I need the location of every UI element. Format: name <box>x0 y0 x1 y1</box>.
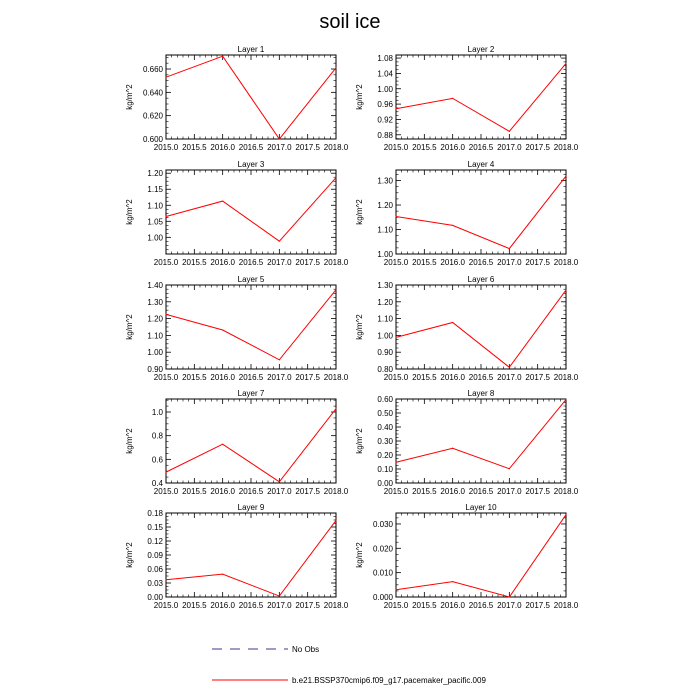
x-tick-label: 2017.0 <box>497 601 522 610</box>
x-tick-label: 2015.5 <box>412 601 437 610</box>
x-tick-label: 2016.0 <box>210 487 235 496</box>
x-tick-label: 2018.0 <box>323 601 349 610</box>
data-point <box>509 131 510 132</box>
data-point <box>509 468 510 469</box>
data-point <box>279 138 280 139</box>
data-point <box>165 77 166 78</box>
figure-title: soil ice <box>319 11 381 33</box>
y-axis-label: kg/m^2 <box>125 199 134 225</box>
panel-title: Layer 8 <box>467 389 495 398</box>
data-point <box>335 289 336 290</box>
y-axis-label: kg/m^2 <box>125 428 134 454</box>
series-line <box>166 520 336 596</box>
plot-frame <box>166 285 336 369</box>
plot-frame <box>396 55 566 139</box>
x-tick-label: 2017.5 <box>525 373 550 382</box>
x-tick-label: 2015.0 <box>383 487 409 496</box>
x-tick-label: 2016.5 <box>238 601 264 610</box>
y-tick-label: 0.20 <box>377 451 393 460</box>
y-tick-label: 0.10 <box>377 465 393 474</box>
series-line <box>396 176 566 248</box>
x-tick-label: 2017.0 <box>497 258 522 267</box>
data-point <box>279 481 280 482</box>
plot-frame <box>396 399 566 483</box>
x-tick-label: 2018.0 <box>323 487 349 496</box>
x-tick-label: 2017.0 <box>267 373 292 382</box>
x-tick-label: 2016.5 <box>238 143 264 152</box>
y-tick-label: 0.4 <box>151 479 163 488</box>
data-point <box>335 520 336 521</box>
panel-layer-1 <box>125 45 349 152</box>
x-tick-label: 2017.5 <box>525 143 550 152</box>
data-point <box>565 63 566 64</box>
data-point <box>452 98 453 99</box>
data-point <box>279 359 280 360</box>
x-tick-label: 2015.0 <box>153 487 179 496</box>
y-tick-label: 0.06 <box>147 565 163 574</box>
data-point <box>395 462 396 463</box>
y-axis-label: kg/m^2 <box>125 314 134 340</box>
x-tick-label: 2017.0 <box>267 601 292 610</box>
x-tick-label: 2016.5 <box>468 373 494 382</box>
series-line <box>396 400 566 469</box>
panel-grid <box>125 45 579 610</box>
panel-layer-3 <box>125 160 349 267</box>
legend <box>212 645 486 685</box>
data-point <box>335 177 336 178</box>
y-axis-label: kg/m^2 <box>125 542 134 568</box>
legend-model-label: b.e21.BSSP370cmip6.f09_g17.pacemaker_pacific.009 <box>292 676 486 685</box>
data-point <box>452 225 453 226</box>
data-point <box>565 176 566 177</box>
data-point <box>222 444 223 445</box>
x-tick-label: 2015.0 <box>153 373 179 382</box>
x-tick-label: 2015.0 <box>153 143 179 152</box>
x-tick-label: 2017.5 <box>525 487 550 496</box>
x-tick-label: 2017.0 <box>267 143 292 152</box>
x-tick-label: 2017.0 <box>497 487 522 496</box>
x-tick-label: 2017.5 <box>295 373 320 382</box>
x-tick-label: 2017.5 <box>525 258 550 267</box>
panel-layer-9 <box>125 503 349 610</box>
y-tick-label: 1.40 <box>147 281 163 290</box>
series-line <box>166 409 336 482</box>
x-tick-label: 2016.0 <box>440 143 465 152</box>
x-tick-label: 2015.5 <box>412 373 437 382</box>
x-tick-label: 2016.5 <box>238 258 264 267</box>
data-point <box>222 56 223 57</box>
panel-title: Layer 1 <box>237 45 265 54</box>
data-point <box>165 314 166 315</box>
y-tick-label: 1.04 <box>377 69 393 79</box>
x-tick-label: 2017.0 <box>497 143 522 152</box>
plot-frame <box>396 170 566 254</box>
y-tick-label: 1.20 <box>377 201 393 211</box>
data-point <box>165 216 166 217</box>
x-tick-label: 2016.5 <box>468 601 494 610</box>
x-tick-label: 2015.0 <box>383 143 409 152</box>
y-tick-label: 1.05 <box>147 217 163 227</box>
x-tick-label: 2015.5 <box>182 373 207 382</box>
x-tick-label: 2017.0 <box>267 487 292 496</box>
series-line <box>396 515 566 597</box>
plot-frame <box>396 285 566 369</box>
panel-title: Layer 10 <box>465 503 497 512</box>
x-tick-label: 2015.5 <box>182 258 207 267</box>
x-tick-label: 2015.0 <box>153 258 179 267</box>
y-axis-label: kg/m^2 <box>355 314 364 340</box>
x-tick-label: 2017.0 <box>267 258 292 267</box>
x-tick-label: 2018.0 <box>323 258 349 267</box>
panel-layer-5 <box>125 275 349 382</box>
data-point <box>335 408 336 409</box>
x-tick-label: 2018.0 <box>323 373 349 382</box>
data-point <box>452 322 453 323</box>
panel-title: Layer 7 <box>237 389 265 398</box>
x-tick-label: 2016.5 <box>468 487 494 496</box>
panel-layer-10 <box>355 503 579 610</box>
y-tick-label: 0.50 <box>377 409 393 418</box>
y-tick-label: 0.030 <box>372 519 393 529</box>
y-tick-label: 0.09 <box>147 551 163 560</box>
y-tick-label: 0.00 <box>377 479 393 488</box>
panel-title: Layer 4 <box>467 160 495 169</box>
series-line <box>166 290 336 360</box>
legend-no-obs-label: No Obs <box>292 645 320 654</box>
data-point <box>565 514 566 515</box>
x-tick-label: 2017.5 <box>295 143 320 152</box>
data-point <box>279 241 280 242</box>
data-point <box>395 108 396 109</box>
y-tick-label: 0.00 <box>147 593 163 602</box>
x-tick-label: 2018.0 <box>553 258 579 267</box>
y-tick-label: 1.10 <box>377 314 393 324</box>
data-point <box>509 248 510 249</box>
y-tick-label: 0.000 <box>372 593 393 602</box>
y-tick-label: 1.20 <box>377 297 393 307</box>
y-axis-label: kg/m^2 <box>355 84 364 110</box>
x-tick-label: 2016.0 <box>210 258 235 267</box>
x-tick-label: 2017.5 <box>295 601 320 610</box>
data-point <box>509 596 510 597</box>
y-tick-label: 1.20 <box>147 169 163 179</box>
y-tick-label: 0.90 <box>377 348 393 358</box>
plot-frame <box>396 513 566 597</box>
data-point <box>165 472 166 473</box>
x-tick-label: 2015.5 <box>182 487 207 496</box>
x-tick-label: 2015.5 <box>412 143 437 152</box>
x-tick-label: 2015.0 <box>383 601 409 610</box>
x-tick-label: 2016.0 <box>440 373 465 382</box>
series-line <box>166 178 336 241</box>
y-tick-label: 0.8 <box>151 431 163 441</box>
y-tick-label: 0.12 <box>147 537 163 546</box>
y-tick-label: 1.30 <box>377 176 393 186</box>
data-point <box>509 367 510 368</box>
x-tick-label: 2016.5 <box>468 143 494 152</box>
data-point <box>565 289 566 290</box>
data-point <box>279 595 280 596</box>
x-tick-label: 2015.5 <box>412 487 437 496</box>
y-tick-label: 1.10 <box>147 331 163 341</box>
y-tick-label: 0.010 <box>372 568 393 578</box>
x-tick-label: 2016.0 <box>210 601 235 610</box>
data-point <box>165 579 166 580</box>
series-line <box>396 290 566 367</box>
x-tick-label: 2017.5 <box>525 601 550 610</box>
x-tick-label: 2016.0 <box>210 143 235 152</box>
y-tick-label: 0.90 <box>147 365 163 374</box>
x-tick-label: 2017.0 <box>497 373 522 382</box>
y-tick-label: 1.30 <box>377 281 393 290</box>
y-tick-label: 1.00 <box>377 331 393 341</box>
x-tick-label: 2018.0 <box>553 143 579 152</box>
panel-title: Layer 5 <box>237 275 265 284</box>
data-point <box>452 581 453 582</box>
y-tick-label: 0.60 <box>377 395 393 404</box>
y-tick-label: 0.96 <box>377 100 393 110</box>
data-point <box>395 589 396 590</box>
data-point <box>222 329 223 330</box>
data-point <box>452 448 453 449</box>
x-tick-label: 2018.0 <box>553 601 579 610</box>
y-tick-label: 0.600 <box>142 135 163 144</box>
y-tick-label: 0.18 <box>147 509 163 518</box>
x-tick-label: 2016.5 <box>238 373 264 382</box>
x-tick-label: 2015.5 <box>182 143 207 152</box>
panel-title: Layer 2 <box>467 45 495 54</box>
x-tick-label: 2016.0 <box>440 601 465 610</box>
data-point <box>335 67 336 68</box>
panel-title: Layer 3 <box>237 160 265 169</box>
y-tick-label: 1.20 <box>147 314 163 324</box>
series-line <box>396 63 566 131</box>
x-tick-label: 2018.0 <box>553 487 579 496</box>
x-tick-label: 2016.0 <box>440 487 465 496</box>
x-tick-label: 2017.5 <box>295 487 320 496</box>
y-tick-label: 1.00 <box>377 84 393 94</box>
x-tick-label: 2018.0 <box>323 143 349 152</box>
y-axis-label: kg/m^2 <box>125 84 134 110</box>
y-tick-label: 1.10 <box>377 225 393 235</box>
plot-frame <box>166 170 336 254</box>
y-tick-label: 0.6 <box>151 455 163 465</box>
panel-layer-7 <box>125 389 349 496</box>
y-tick-label: 1.00 <box>147 348 163 358</box>
x-tick-label: 2016.0 <box>440 258 465 267</box>
data-point <box>395 337 396 338</box>
series-line <box>166 56 336 139</box>
y-tick-label: 0.88 <box>377 130 393 140</box>
y-tick-label: 1.0 <box>151 408 163 418</box>
y-axis-label: kg/m^2 <box>355 199 364 225</box>
y-tick-label: 0.03 <box>147 579 163 588</box>
y-tick-label: 0.620 <box>142 111 163 121</box>
data-point <box>565 399 566 400</box>
y-tick-label: 1.15 <box>147 185 163 195</box>
panel-layer-6 <box>355 275 579 382</box>
y-axis-label: kg/m^2 <box>355 428 364 454</box>
x-tick-label: 2015.5 <box>182 601 207 610</box>
y-tick-label: 1.10 <box>147 201 163 211</box>
x-tick-label: 2017.5 <box>295 258 320 267</box>
y-tick-label: 0.660 <box>142 65 163 74</box>
y-tick-label: 0.40 <box>377 423 393 432</box>
y-tick-label: 0.640 <box>142 88 163 98</box>
y-tick-label: 1.00 <box>377 250 393 259</box>
panel-title: Layer 6 <box>467 275 495 284</box>
x-tick-label: 2016.5 <box>238 487 264 496</box>
data-point <box>395 216 396 217</box>
y-tick-label: 0.80 <box>377 365 393 374</box>
x-tick-label: 2016.0 <box>210 373 235 382</box>
x-tick-label: 2015.5 <box>412 258 437 267</box>
y-tick-label: 1.30 <box>147 297 163 307</box>
panel-title: Layer 9 <box>237 503 265 512</box>
panel-layer-4 <box>355 160 579 267</box>
data-point <box>222 200 223 201</box>
y-tick-label: 1.00 <box>147 233 163 243</box>
panel-layer-2 <box>355 45 579 152</box>
x-tick-label: 2015.0 <box>383 373 409 382</box>
y-tick-label: 0.020 <box>372 544 393 554</box>
y-axis-label: kg/m^2 <box>355 542 364 568</box>
y-tick-label: 0.30 <box>377 437 393 446</box>
x-tick-label: 2016.5 <box>468 258 494 267</box>
y-tick-label: 0.15 <box>147 523 163 532</box>
panel-layer-8 <box>355 389 579 496</box>
y-tick-label: 0.92 <box>377 115 393 125</box>
x-tick-label: 2015.0 <box>153 601 179 610</box>
y-tick-label: 1.08 <box>377 54 393 64</box>
x-tick-label: 2015.0 <box>383 258 409 267</box>
data-point <box>222 574 223 575</box>
x-tick-label: 2018.0 <box>553 373 579 382</box>
